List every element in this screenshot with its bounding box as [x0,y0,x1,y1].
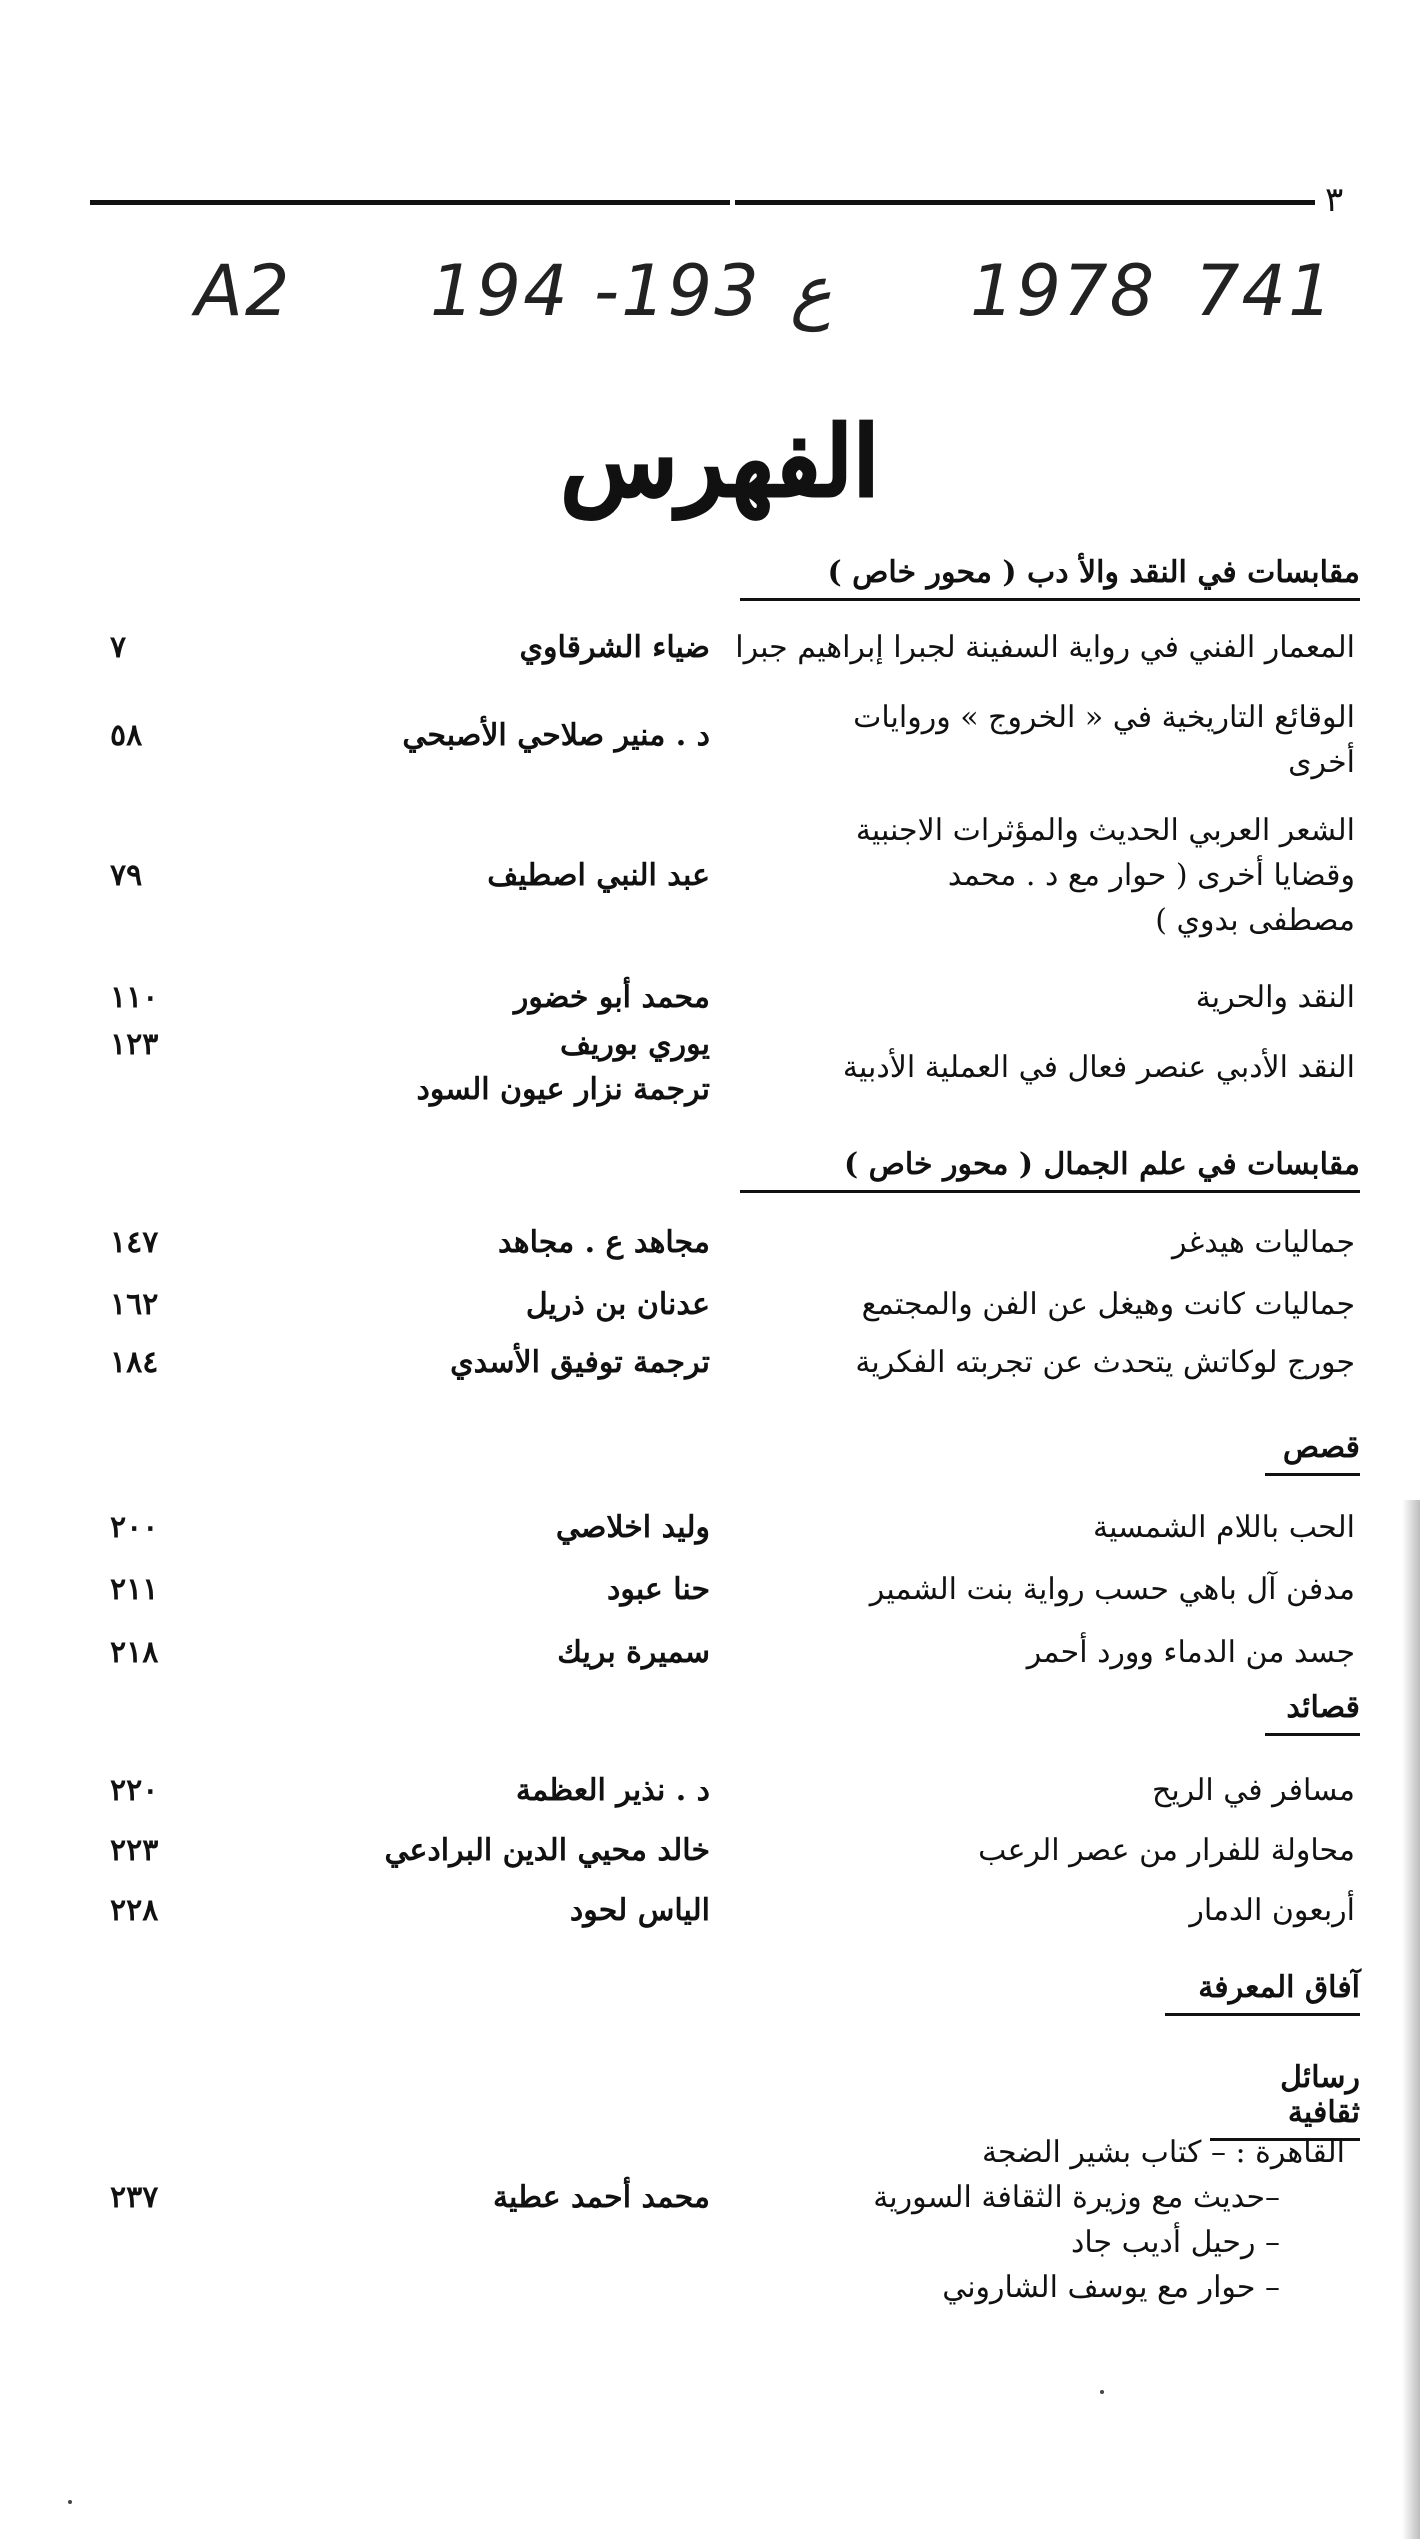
page-title-text: الفهرس [560,405,880,518]
article-page-number: ٢٢٠ [110,1773,159,1808]
paper-speck [68,2500,72,2504]
page-number: ٣ [1325,180,1344,220]
article-title-line: المعمار الفني في رواية السفينة لجبرا إبراهيم جبرا [735,630,1355,665]
article-page-number: ١٢٣ [110,1027,159,1062]
handnote-part: 194 -193 [430,250,761,332]
article-title-line: الحب باللام الشمسية [1093,1510,1355,1545]
page-edge-shadow [1402,1500,1420,2539]
article-page-number: ٢٠٠ [110,1510,159,1545]
article-page-number: ١٦٢ [110,1287,159,1322]
section-heading: قصص [1265,1430,1360,1476]
article-author: د . منير صلاحي الأصبحي [402,718,710,753]
article-author: يوري بوريف [560,1027,710,1062]
article-title-line: مسافر في الريح [1151,1773,1355,1808]
article-page-number: ٧ [110,630,127,665]
section-heading: آفاق المعرفة [1165,1970,1360,2016]
article-title-line: جورج لوكاتش يتحدث عن تجربته الفكرية [855,1345,1355,1380]
article-title-line: – رحيل أديب جاد [1071,2225,1280,2260]
article-page-number: ٢٢٣ [110,1833,159,1868]
handnote-part: ع [790,250,832,332]
handnote-part: 741 [1195,250,1335,332]
article-title-line: مصطفى بدوي ) [1155,903,1355,938]
article-page-number: ١٤٧ [110,1225,159,1260]
article-title-line: القاهرة : – كتاب بشير الضجة [981,2135,1345,2170]
article-author: وليد اخلاصي [555,1510,710,1545]
paper-speck [1100,2390,1104,2394]
article-author: الياس لحود [569,1893,710,1928]
article-author: خالد محيي الدين البرادعي [384,1833,710,1868]
article-page-number: ٧٩ [110,858,143,893]
section-heading: قصائد [1265,1690,1360,1736]
article-title-line: –حديث مع وزيرة الثقافة السورية [873,2180,1280,2215]
article-title-line: النقد الأدبي عنصر فعال في العملية الأدبية [842,1050,1355,1085]
article-title-line: الوقائع التاريخية في « الخروج » وروايات [853,700,1355,735]
article-title-line: وقضايا أخرى ( حوار مع د . محمد [947,858,1355,893]
article-title-line: النقد والحرية [1195,980,1355,1015]
article-title-line: جماليات هيدغر [1171,1225,1355,1260]
article-author: محمد أحمد عطية [492,2180,710,2215]
article-author: ترجمة نزار عيون السود [416,1072,710,1107]
article-title-line: جسد من الدماء وورد أحمر [1026,1635,1355,1670]
article-page-number: ٥٨ [110,718,143,753]
section-heading: مقابسات في علم الجمال ( محور خاص ) [740,1147,1360,1193]
article-author: عبد النبي اصطيف [487,858,710,893]
article-page-number: ١٨٤ [110,1345,159,1380]
article-author: عدنان بن ذريل [525,1287,710,1322]
article-page-number: ٢١٨ [110,1635,159,1670]
article-title-line: – حوار مع يوسف الشاروني [942,2270,1280,2305]
handnote-part: 1978 [970,250,1157,332]
article-author: حنا عبود [607,1572,710,1607]
article-author: د . نذير العظمة [515,1773,710,1808]
article-page-number: ١١٠ [110,980,159,1015]
article-author: مجاهد ع . مجاهد [498,1225,710,1260]
article-author: ضياء الشرقاوي [519,630,710,665]
article-author: محمد أبو خضور [513,980,710,1015]
article-page-number: ٢٢٨ [110,1893,159,1928]
article-author: سميرة بريك [557,1635,710,1670]
article-page-number: ٢٣٧ [110,2180,159,2215]
section-heading: مقابسات في النقد والأ دب ( محور خاص ) [740,555,1360,601]
handnote-part: A2 [195,250,292,332]
article-title-line: الشعر العربي الحديث والمؤثرات الاجنبية [855,813,1355,848]
article-title-line: مدفن آل باهي حسب رواية بنت الشمير [869,1572,1355,1607]
article-title-line: أربعون الدمار [1189,1893,1355,1928]
article-title-line: أخرى [1288,745,1355,780]
article-title-line: محاولة للفرار من عصر الرعب [978,1833,1355,1868]
article-page-number: ٢١١ [110,1572,159,1607]
article-title-line: جماليات كانت وهيغل عن الفن والمجتمع [861,1287,1355,1322]
section-heading: رسائل ثقافية [1210,2060,1360,2141]
article-author: ترجمة توفيق الأسدي [450,1345,710,1380]
